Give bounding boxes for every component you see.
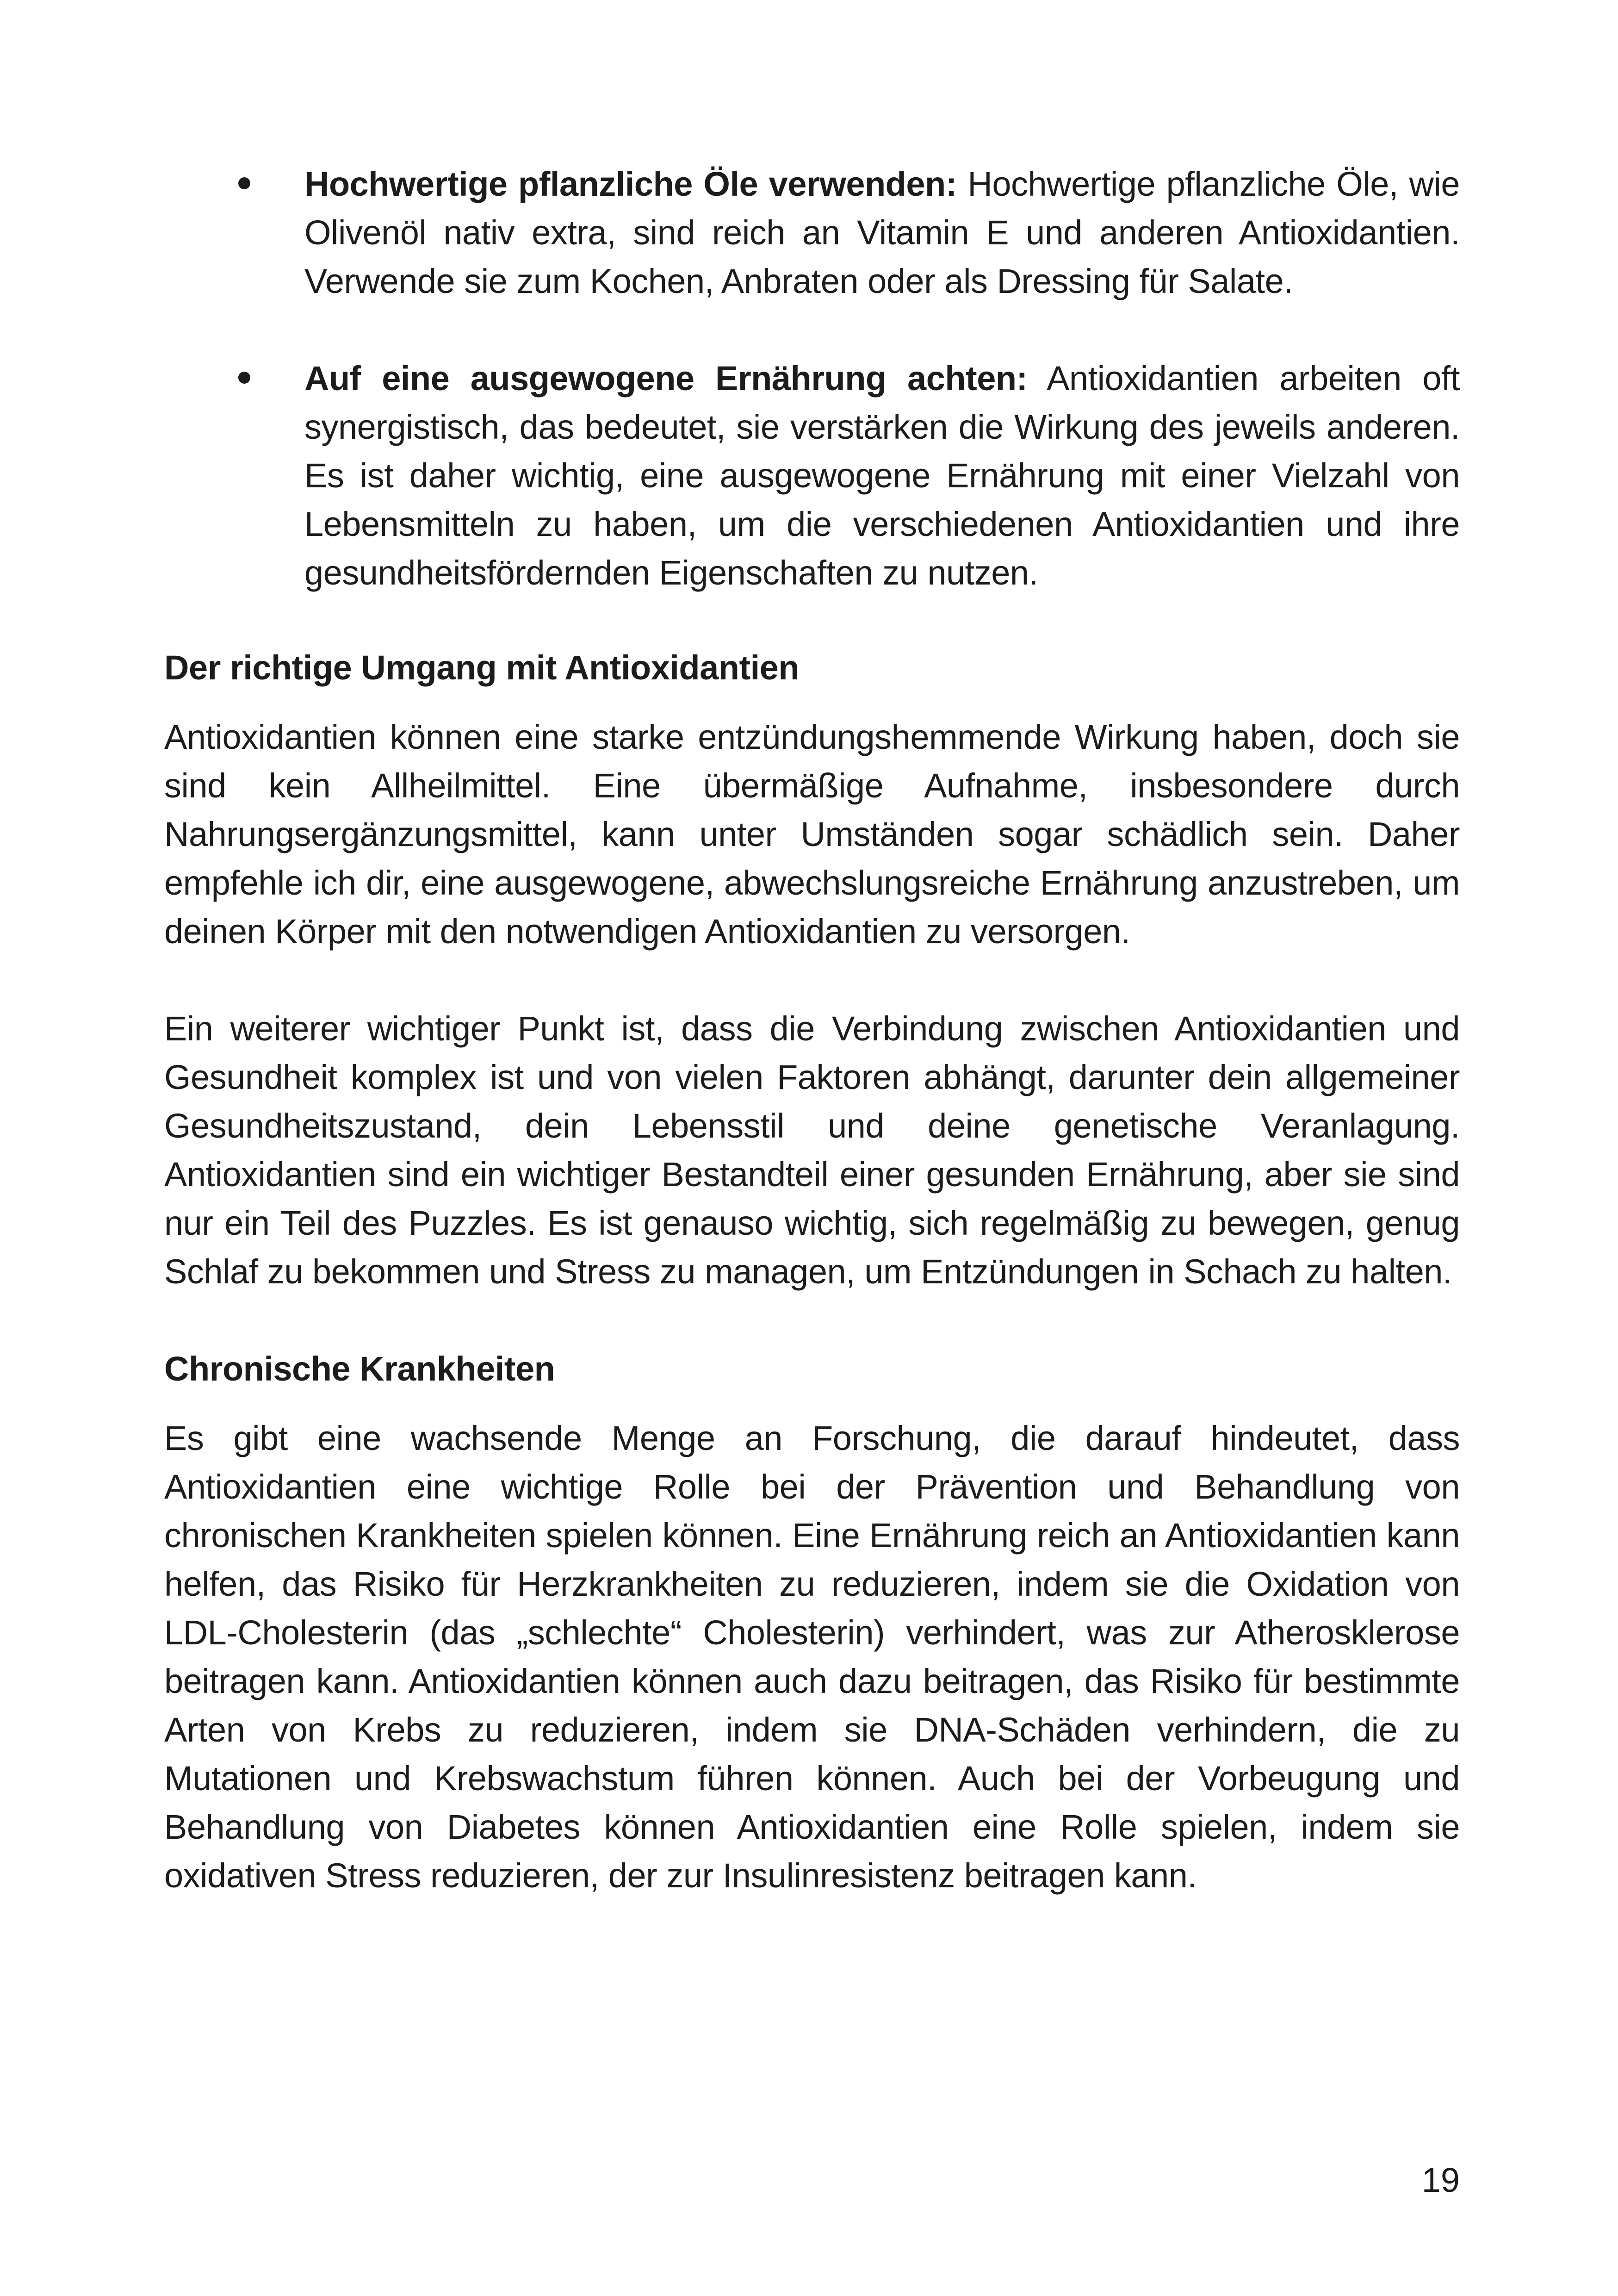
bullet-lead: Auf eine ausgewogene Ernährung achten: (304, 359, 1028, 398)
bullet-text: Antioxidantien arbeiten oft synergistisch, das bedeutet, sie verstärken die Wirkung des jeweils anderen. Es ist daher wichtig, eine ausgewogene Ernährung mit einer Vielzahl von Lebensmitteln zu haben, um die verschiedenen Antioxidantien und ihre gesundheitsfördernden Eigenschaften zu nutzen. (304, 359, 1460, 592)
page-number: 19 (1421, 2161, 1460, 2199)
paragraph: Antioxidantien können eine starke entzündungshemmende Wirkung haben, doch sie sind kein Allheilmittel. Eine übermäßige Aufnahme, insbesondere durch Nahrungsergänzungsmittel, kann unter Umständen sogar schädlich sein. Daher empfehle ich dir, eine ausgewogene, abwechslungsreiche Ernährung anzustreben, um deinen Körper mit den notwendigen Antioxidantien zu versorgen. (164, 718, 1460, 951)
bullet-item-balanced-diet (164, 354, 1460, 597)
bullet-list (164, 160, 1460, 597)
paragraph: Ein weiterer wichtiger Punkt ist, dass die Verbindung zwischen Antioxidantien und Gesundheit komplex ist und von vielen Faktoren abhängt, darunter dein allgemeiner Gesundheitszustand, dein Lebensstil und deine genetische Veranlagung. Antioxidantien sind ein wichtiger Bestandteil einer gesunden Ernährung, aber sie sind nur ein Teil des Puzzles. Es ist genauso wichtig, sich regelmäßig zu bewegen, genug Schlaf zu bekommen und Stress zu managen, um Entzündungen in Schach zu halten. (164, 1009, 1460, 1291)
page-content (164, 160, 1460, 1948)
bullet-item-oils (164, 160, 1460, 305)
bullet-dot-icon (238, 372, 250, 384)
section-heading: Chronische Krankheiten (164, 1350, 555, 1388)
bullet-dot-icon (238, 177, 250, 189)
section-chronic-diseases (164, 1344, 1460, 1900)
section-antioxidant-handling (164, 643, 1460, 1296)
bullet-text: Hochwertige pflanzliche Öle, wie Olivenöl nativ extra, sind reich an Vitamin E und anderen Antioxidantien. Verwende sie zum Kochen, Anbraten oder als Dressing für Salate. (304, 165, 1460, 300)
bullet-lead: Hochwertige pflanzliche Öle verwenden: (304, 165, 957, 203)
section-heading: Der richtige Umgang mit Antioxidantien (164, 648, 800, 687)
paragraph: Es gibt eine wachsende Menge an Forschung, die darauf hindeutet, dass Antioxidantien eine wichtige Rolle bei der Prävention und Behandlung von chronischen Krankheiten spielen können. Eine Ernährung reich an Antioxidantien kann helfen, das Risiko für Herzkrankheiten zu reduzieren, indem sie die Oxidation von LDL-Cholesterin (das „schlechte“ Cholesterin) verhindert, was zur Atherosklerose beitragen kann. Antioxidantien können auch dazu beitragen, das Risiko für bestimmte Arten von Krebs zu reduzieren, indem sie DNA-Schäden verhindern, die zu Mutationen und Krebswachstum führen können. Auch bei der Vorbeugung und Behandlung von Diabetes können Antioxidantien eine Rolle spielen, indem sie oxidativen Stress reduzieren, der zur Insulinresistenz beitragen kann. (164, 1419, 1460, 1895)
